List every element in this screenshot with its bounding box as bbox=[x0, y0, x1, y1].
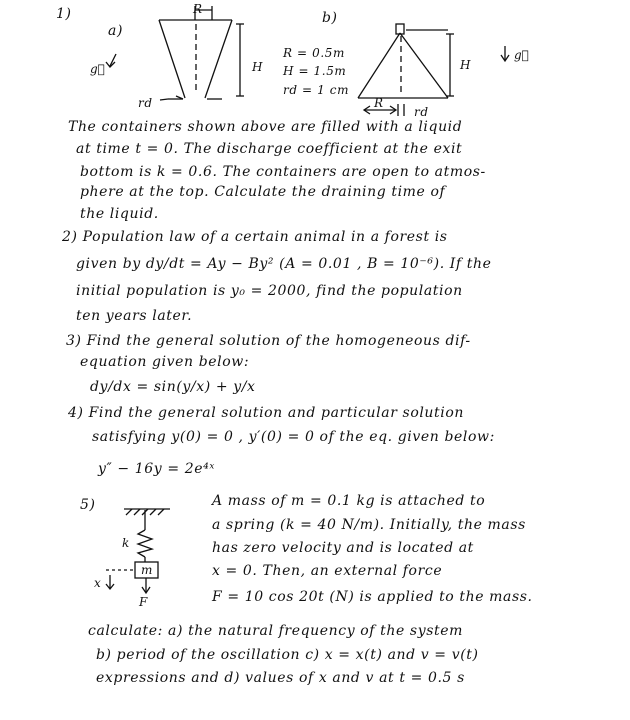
p2-line-2: given by dy/dt = Ay − By² (A = 0.01 , B = 10⁻⁶). If the bbox=[76, 256, 492, 272]
figure-5-k: k bbox=[122, 536, 130, 550]
p5-calc-line-2: b) period of the oscillation c) x = x(t) and v = v(t) bbox=[96, 647, 479, 663]
p5-calc-line-3: expressions and d) values of x and v at t = 0.5 s bbox=[96, 670, 465, 686]
p4-line-2: satisfying y(0) = 0 , y′(0) = 0 of the eq. given below: bbox=[92, 429, 495, 445]
p2-line-3: initial population is y₀ = 2000, find the population bbox=[76, 283, 463, 299]
p3-equation: dy/dx = sin(y/x) + y/x bbox=[90, 379, 256, 395]
p1-line-5: the liquid. bbox=[80, 206, 159, 222]
figure-a-H: H bbox=[252, 60, 264, 74]
p5-line-5: F = 10 cos 20t (N) is applied to the mass. bbox=[212, 589, 533, 605]
figure-b-label: b) bbox=[322, 10, 338, 26]
figure-b-rd: rd bbox=[414, 105, 429, 119]
figure-a-label: a) bbox=[108, 23, 124, 39]
figure-a-rd: rd bbox=[138, 96, 153, 110]
p1-line-2: at time t = 0. The discharge coefficient at the exit bbox=[76, 141, 463, 157]
figure-b-R: R bbox=[374, 96, 384, 110]
p1-line-3: bottom is k = 0.6. The containers are open to atmos- bbox=[80, 164, 486, 180]
p4-equation: y″ − 16y = 2e⁴ˣ bbox=[98, 461, 215, 477]
figure-a-gravity-arrow bbox=[106, 54, 116, 67]
figure-a-g: g⃗ bbox=[90, 62, 106, 76]
p4-line-1: 4) Find the general solution and particular solution bbox=[68, 405, 464, 421]
p5-line-1: A mass of m = 0.1 kg is attached to bbox=[212, 493, 486, 509]
figure-5-m: m bbox=[141, 563, 153, 577]
p5-line-4: x = 0. Then, an external force bbox=[212, 563, 443, 579]
figure-spring-mass bbox=[106, 509, 170, 593]
figure-a-R: R bbox=[193, 2, 203, 16]
figure-b-H: H bbox=[460, 58, 472, 72]
figure-b-g: g⃗ bbox=[514, 48, 530, 62]
p2-line-1: 2) Population law of a certain animal in a forest is bbox=[62, 229, 448, 245]
figure-b-cone bbox=[358, 24, 454, 116]
problem-5-number: 5) bbox=[80, 497, 96, 513]
param-rd: rd = 1 cm bbox=[283, 83, 350, 97]
figure-5-F: F bbox=[139, 595, 148, 609]
p3-line-2: equation given below: bbox=[80, 354, 250, 370]
p5-calc-line-1: calculate: a) the natural frequency of the system bbox=[88, 623, 463, 639]
p2-line-4: ten years later. bbox=[76, 308, 193, 324]
p1-line-4: phere at the top. Calculate the draining time of bbox=[80, 184, 446, 200]
figure-5-x: x bbox=[94, 576, 102, 590]
p5-line-2: a spring (k = 40 N/m). Initially, the mass bbox=[212, 517, 526, 533]
problem-1-number: 1) bbox=[56, 6, 72, 22]
p3-line-1: 3) Find the general solution of the homogeneous dif- bbox=[66, 333, 471, 349]
figure-b-gravity-arrow bbox=[501, 46, 509, 61]
param-H: H = 1.5m bbox=[283, 64, 347, 78]
param-R: R = 0.5m bbox=[283, 46, 345, 60]
p5-line-3: has zero velocity and is located at bbox=[212, 540, 474, 556]
figure-a-cone bbox=[159, 6, 244, 100]
p1-line-1: The containers shown above are filled with a liquid bbox=[68, 119, 463, 135]
